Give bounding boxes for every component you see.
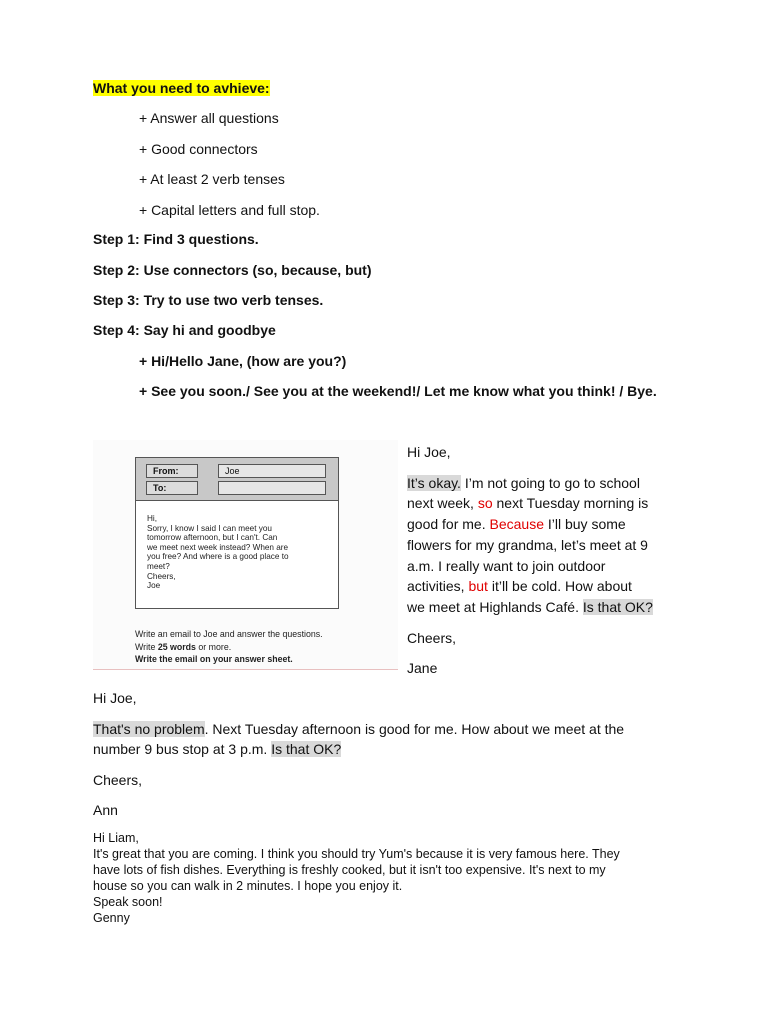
highlight: It’s okay. [407, 474, 461, 491]
to-field [218, 481, 326, 495]
closing: Cheers, [407, 629, 457, 646]
need-item: + Capital letters and full stop. [139, 202, 320, 218]
need-item: + Answer all questions [139, 110, 279, 126]
step-1: Step 1: Find 3 questions. [93, 231, 259, 247]
exam-instructions: Write an email to Joe and answer the questions. Write 25 words or more. Write the email on your answer sheet. [135, 629, 323, 664]
step-4-item: + Hi/Hello Jane, (how are you?) [139, 353, 347, 369]
step-2: Step 2: Use connectors (so, because, but) [93, 262, 372, 278]
step-4: Step 4: Say hi and goodbye [93, 322, 276, 338]
connector-so: so [477, 495, 493, 512]
from-label: From: [146, 464, 198, 478]
to-label: To: [146, 481, 198, 495]
greeting: Hi Joe, [407, 444, 451, 460]
from-field: Joe [218, 464, 326, 478]
exam-email-box [135, 457, 339, 609]
signature: Jane [407, 660, 438, 677]
connector-because: Because [489, 516, 544, 533]
jane-email: Hi Joe, It’s okay. I’m not going to go to school next week, so next Tuesday morning is good for me. Because I’ll buy some flowers for my grandma, let’s meet at 9 a.m. I really want to join outdoor activities, but it’ll be cold. How about we meet at Highlands Café. Is that OK? Cheers, Jane [407, 442, 687, 679]
figure-divider [93, 669, 398, 670]
highlight: Is that OK? [271, 741, 342, 757]
need-item: + Good connectors [139, 141, 258, 157]
signature: Ann [93, 802, 118, 818]
highlight: That's no problem [93, 720, 205, 737]
exam-email-body: Hi, Sorry, I know I said I can meet you tomorrow afternoon, but I can't. Can we meet next week instead? When are you free? And where is a good place to meet? Cheers, Joe [147, 514, 289, 591]
step-4-item: + See you soon./ See you at the weekend!/ Let me know what you think! / Bye. [139, 383, 657, 399]
genny-email: Hi Liam, It's great that you are coming. I think you should try Yum's because it is very famous here. They have lots of fish dishes. Everything is freshly cooked, but it isn't too expensive. It's next to my house so you can walk in 2 minutes. I hope you enjoy it. Speak soon! Genny [93, 831, 620, 925]
highlight: Is that OK? [582, 598, 653, 615]
connector-but: but [468, 578, 488, 595]
need-item: + At least 2 verb tenses [139, 171, 285, 187]
email-header [136, 458, 338, 501]
closing: Cheers, [93, 771, 143, 788]
greeting: Hi Joe, [93, 690, 137, 706]
ann-email: Hi Joe, That's no problem. Next Tuesday afternoon is good for me. How about we meet at the number 9 bus stop at 3 p.m. Is that OK? Cheers, Ann [93, 688, 683, 821]
checklist-heading: What you need to avhieve: [93, 80, 270, 96]
step-3: Step 3: Try to use two verb tenses. [93, 292, 324, 308]
